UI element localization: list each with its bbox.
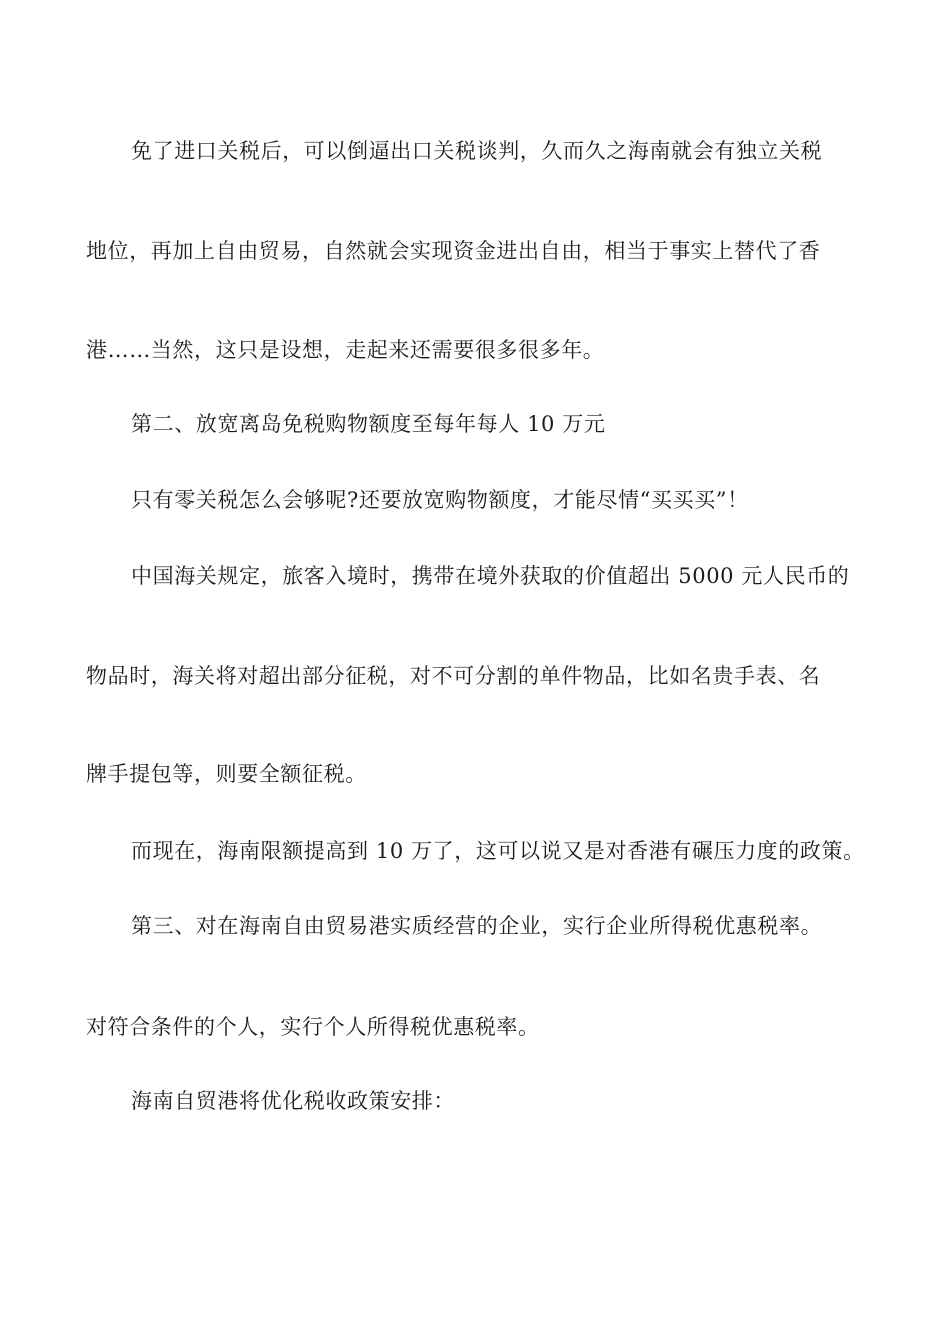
paragraph-line: 而现在，海南限额提高到 10 万了，这可以说又是对香港有碾压力度的政策。 <box>131 839 865 863</box>
section-heading-3: 第三、对在海南自由贸易港实质经营的企业，实行企业所得税优惠税率。 <box>131 914 823 938</box>
paragraph-line: 免了进口关税后，可以倒逼出口关税谈判，久而久之海南就会有独立关税 <box>131 139 823 163</box>
section-heading-2: 第二、放宽离岛免税购物额度至每年每人 10 万元 <box>131 412 606 436</box>
paragraph-line: 只有零关税怎么会够呢?还要放宽购物额度，才能尽情“买买买”！ <box>131 488 749 512</box>
paragraph-line: 海南自贸港将优化税收政策安排： <box>131 1089 455 1113</box>
paragraph-line: 牌手提包等，则要全额征税。 <box>86 762 367 786</box>
paragraph-line: 物品时，海关将对超出部分征税，对不可分割的单件物品，比如名贵手表、名 <box>86 664 821 688</box>
paragraph-line: 中国海关规定，旅客入境时，携带在境外获取的价值超出 5000 元人民币的 <box>131 564 850 588</box>
paragraph-line: 地位，再加上自由贸易，自然就会实现资金进出自由，相当于事实上替代了香 <box>86 239 821 263</box>
paragraph-line: 对符合条件的个人，实行个人所得税优惠税率。 <box>86 1015 540 1039</box>
paragraph-line: 港……当然，这只是设想，走起来还需要很多很多年。 <box>86 338 605 362</box>
